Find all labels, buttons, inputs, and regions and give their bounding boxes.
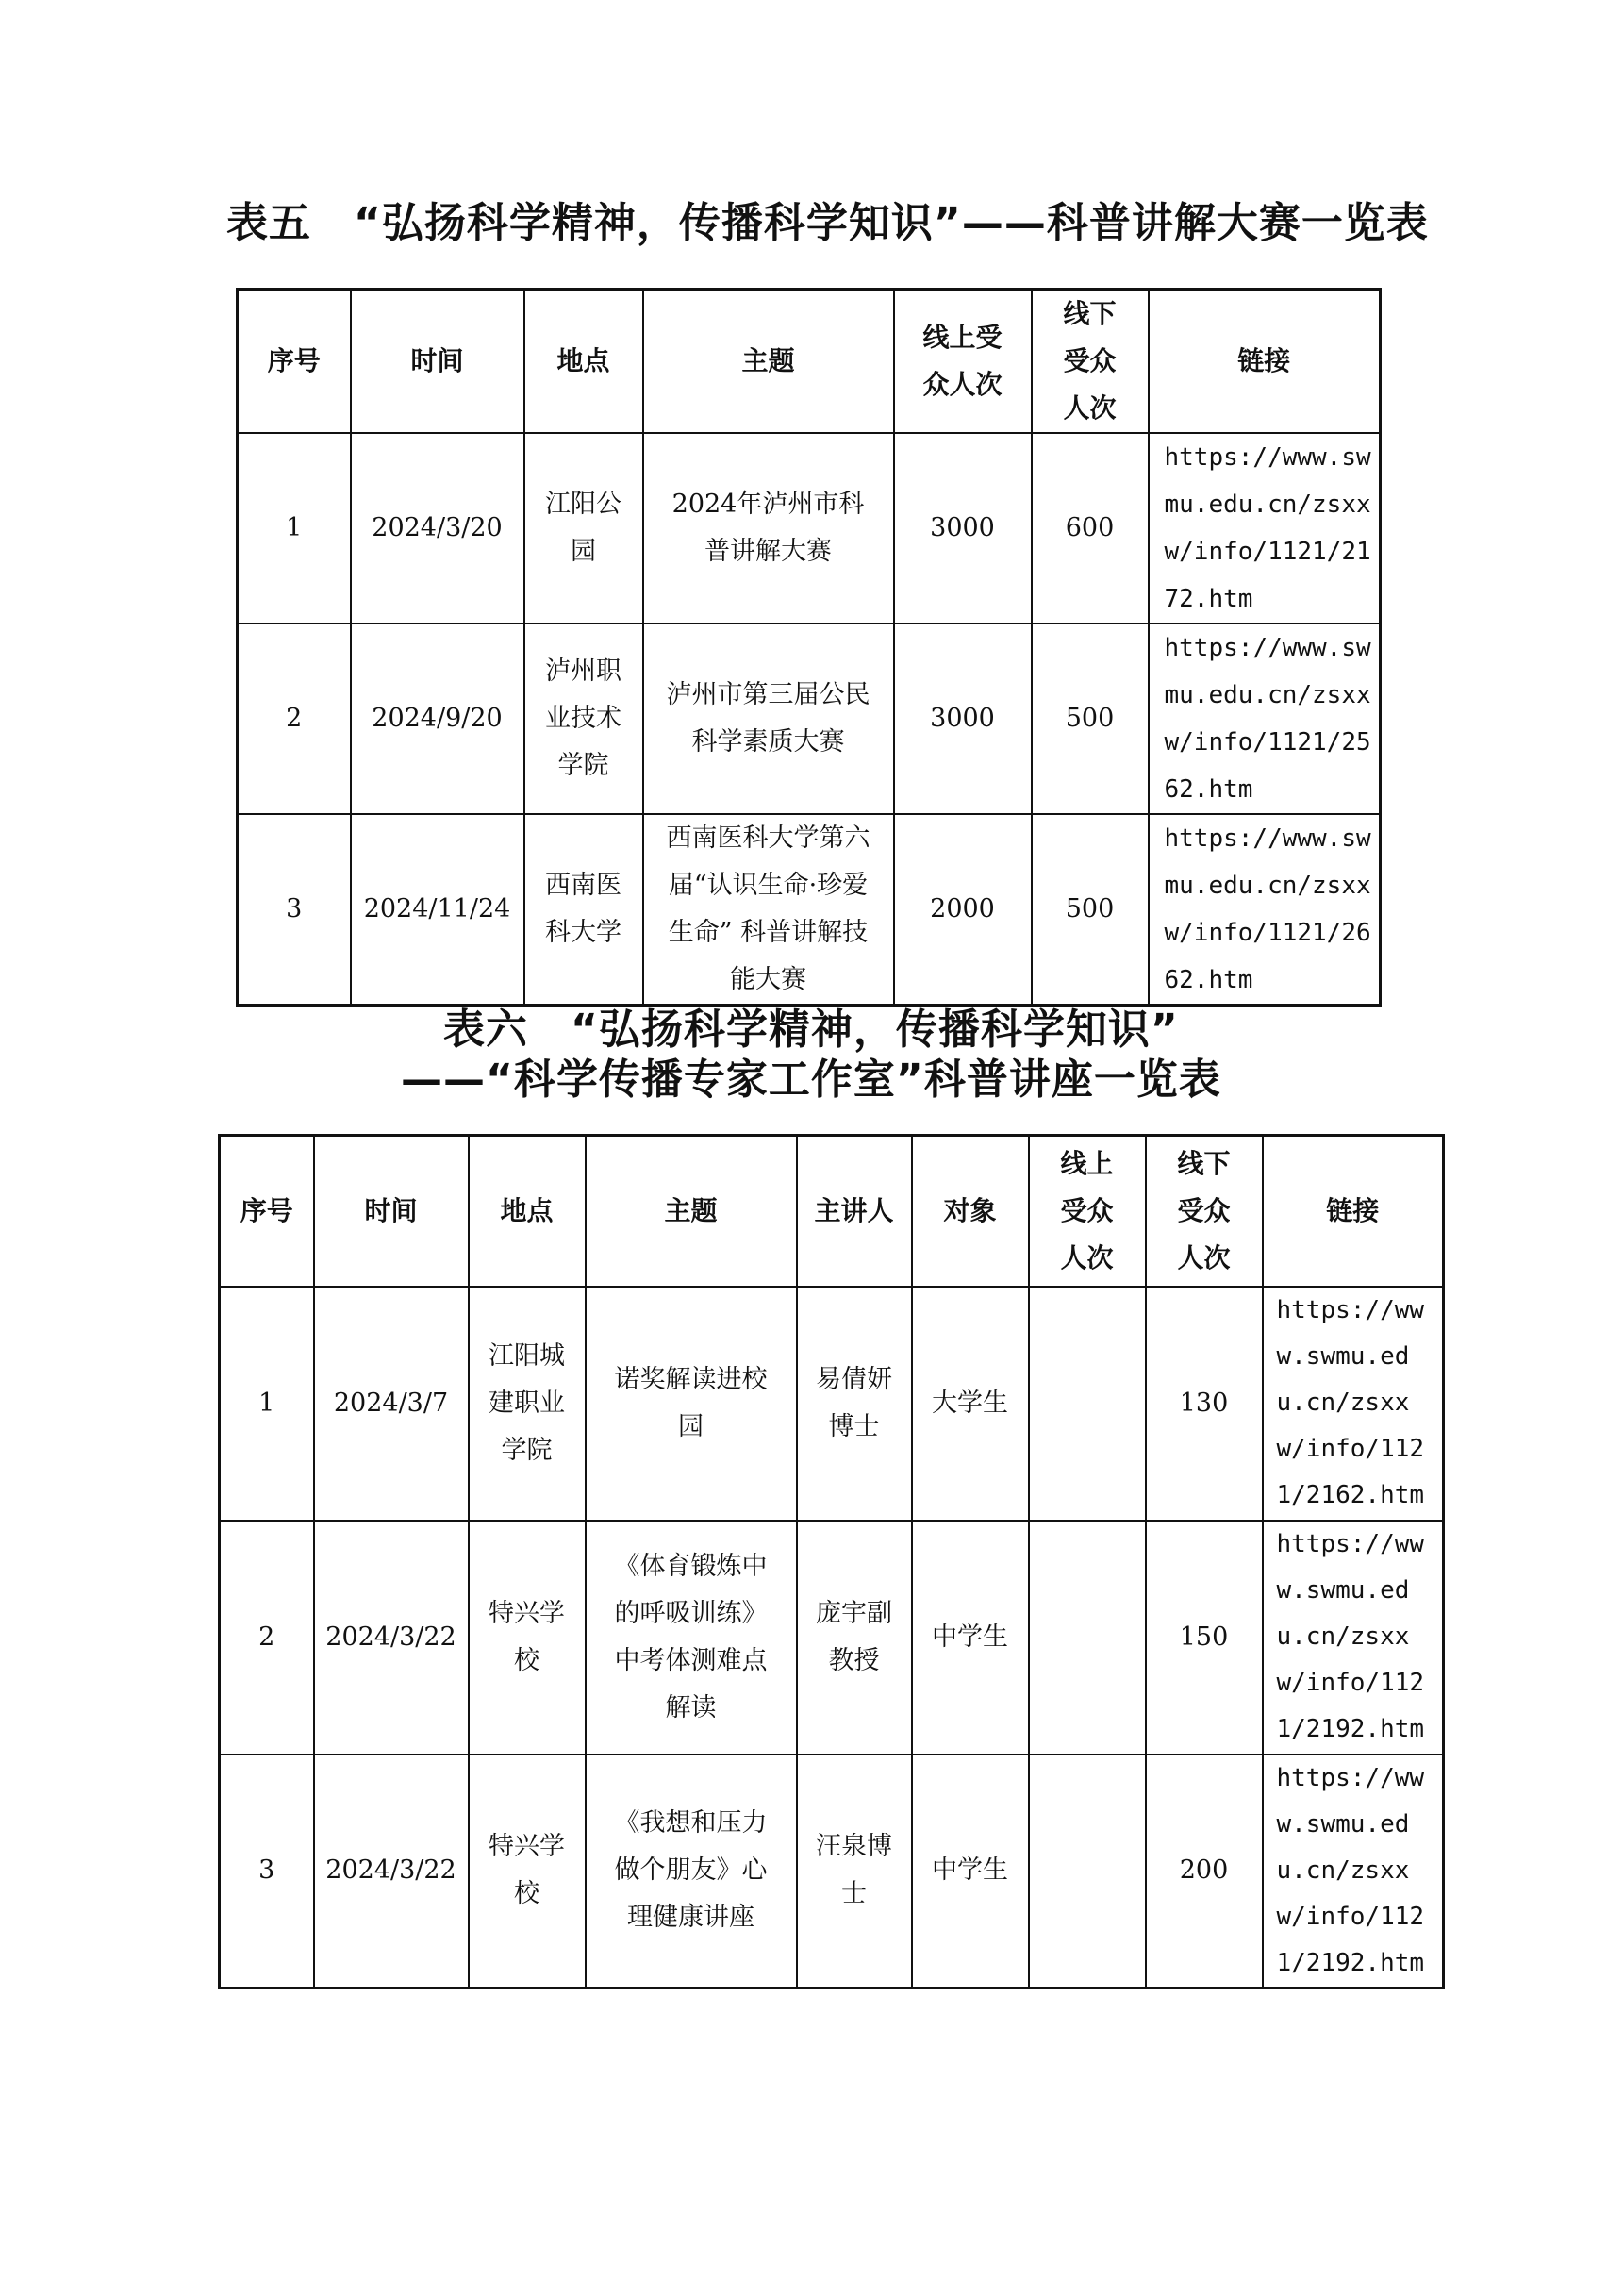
- row-topic: 2024年泸州市科普讲解大赛: [643, 433, 894, 624]
- row-topic: 泸州市第三届公民科学素质大赛: [643, 624, 894, 814]
- row-place: 特兴学校: [469, 1755, 586, 1988]
- row-online: 2000: [894, 814, 1032, 1006]
- row-link[interactable]: https://www.swmu.edu.cn/zsxxw/info/1121/2192.htm: [1263, 1521, 1444, 1755]
- row-link[interactable]: https://www.swmu.edu.cn/zsxxw/info/1121/2662.htm: [1149, 814, 1381, 1006]
- row-place: 西南医科大学: [524, 814, 643, 1006]
- row-index: 1: [238, 433, 351, 624]
- table6-header-offline: 线下受众人次: [1146, 1136, 1263, 1287]
- row-index: 2: [220, 1521, 314, 1755]
- table5-header-online: 线上受众人次: [894, 290, 1032, 434]
- row-audience: 大学生: [912, 1287, 1029, 1521]
- row-date: 2024/11/24: [351, 814, 524, 1006]
- row-topic: 《我想和压力做个朋友》心理健康讲座: [586, 1755, 797, 1988]
- table6-header-online: 线上受众人次: [1029, 1136, 1146, 1287]
- row-online: [1029, 1755, 1146, 1988]
- table-row: [220, 1521, 1444, 1755]
- row-online: 3000: [894, 624, 1032, 814]
- row-date: 2024/3/20: [351, 433, 524, 624]
- row-offline: 200: [1146, 1755, 1263, 1988]
- row-date: 2024/3/7: [314, 1287, 469, 1521]
- table6-header-link: 链接: [1263, 1136, 1444, 1287]
- row-index: 3: [238, 814, 351, 1006]
- table5-header-place: 地点: [524, 290, 643, 434]
- row-place: 江阳公园: [524, 433, 643, 624]
- table5-header-row: [238, 290, 1381, 434]
- row-speaker: 庞宇副教授: [797, 1521, 912, 1755]
- table5-header-index: 序号: [238, 290, 351, 434]
- row-topic: 诺奖解读进校园: [586, 1287, 797, 1521]
- row-speaker: 汪泉博士: [797, 1755, 912, 1988]
- row-offline: 600: [1032, 433, 1149, 624]
- row-index: 2: [238, 624, 351, 814]
- row-audience: 中学生: [912, 1521, 1029, 1755]
- table6-header-audience: 对象: [912, 1136, 1029, 1287]
- table-row: [238, 624, 1381, 814]
- table6: [218, 1134, 1445, 1989]
- row-date: 2024/3/22: [314, 1755, 469, 1988]
- row-topic: 《体育锻炼中的呼吸训练》中考体测难点解读: [586, 1521, 797, 1755]
- table5-title: 表五 “弘扬科学精神，传播科学知识”——科普讲解大赛一览表: [226, 199, 1429, 247]
- table5-header-link: 链接: [1149, 290, 1381, 434]
- row-link[interactable]: https://www.swmu.edu.cn/zsxxw/info/1121/2172.htm: [1149, 433, 1381, 624]
- table6-header-index: 序号: [220, 1136, 314, 1287]
- table6-title-line1: 表六 “弘扬科学精神，传播科学知识”: [443, 1006, 1179, 1054]
- table6-header-place: 地点: [469, 1136, 586, 1287]
- table-row: [238, 433, 1381, 624]
- row-offline: 500: [1032, 624, 1149, 814]
- row-offline: 150: [1146, 1521, 1263, 1755]
- row-date: 2024/3/22: [314, 1521, 469, 1755]
- row-place: 江阳城建职业学院: [469, 1287, 586, 1521]
- row-online: [1029, 1287, 1146, 1521]
- table-row: [220, 1755, 1444, 1988]
- row-link[interactable]: https://www.swmu.edu.cn/zsxxw/info/1121/2162.htm: [1263, 1287, 1444, 1521]
- row-link[interactable]: https://www.swmu.edu.cn/zsxxw/info/1121/2192.htm: [1263, 1755, 1444, 1988]
- row-online: 3000: [894, 433, 1032, 624]
- row-audience: 中学生: [912, 1755, 1029, 1988]
- row-date: 2024/9/20: [351, 624, 524, 814]
- table6-title-line2: ——“科学传播专家工作室”科普讲座一览表: [401, 1056, 1221, 1104]
- table-row: [220, 1287, 1444, 1521]
- table5-header-date: 时间: [351, 290, 524, 434]
- row-index: 1: [220, 1287, 314, 1521]
- table6-header-topic: 主题: [586, 1136, 797, 1287]
- table6-header-speaker: 主讲人: [797, 1136, 912, 1287]
- table6-header-date: 时间: [314, 1136, 469, 1287]
- row-topic: 西南医科大学第六届“认识生命·珍爱生命” 科普讲解技能大赛: [643, 814, 894, 1006]
- row-place: 泸州职业技术学院: [524, 624, 643, 814]
- row-offline: 500: [1032, 814, 1149, 1006]
- row-speaker: 易倩妍博士: [797, 1287, 912, 1521]
- table5-header-offline: 线下受众人次: [1032, 290, 1149, 434]
- row-offline: 130: [1146, 1287, 1263, 1521]
- table6-header-row: [220, 1136, 1444, 1287]
- row-index: 3: [220, 1755, 314, 1988]
- table5: [236, 288, 1382, 1007]
- row-link[interactable]: https://www.swmu.edu.cn/zsxxw/info/1121/2562.htm: [1149, 624, 1381, 814]
- table-row: [238, 814, 1381, 1006]
- row-place: 特兴学校: [469, 1521, 586, 1755]
- row-online: [1029, 1521, 1146, 1755]
- table5-header-topic: 主题: [643, 290, 894, 434]
